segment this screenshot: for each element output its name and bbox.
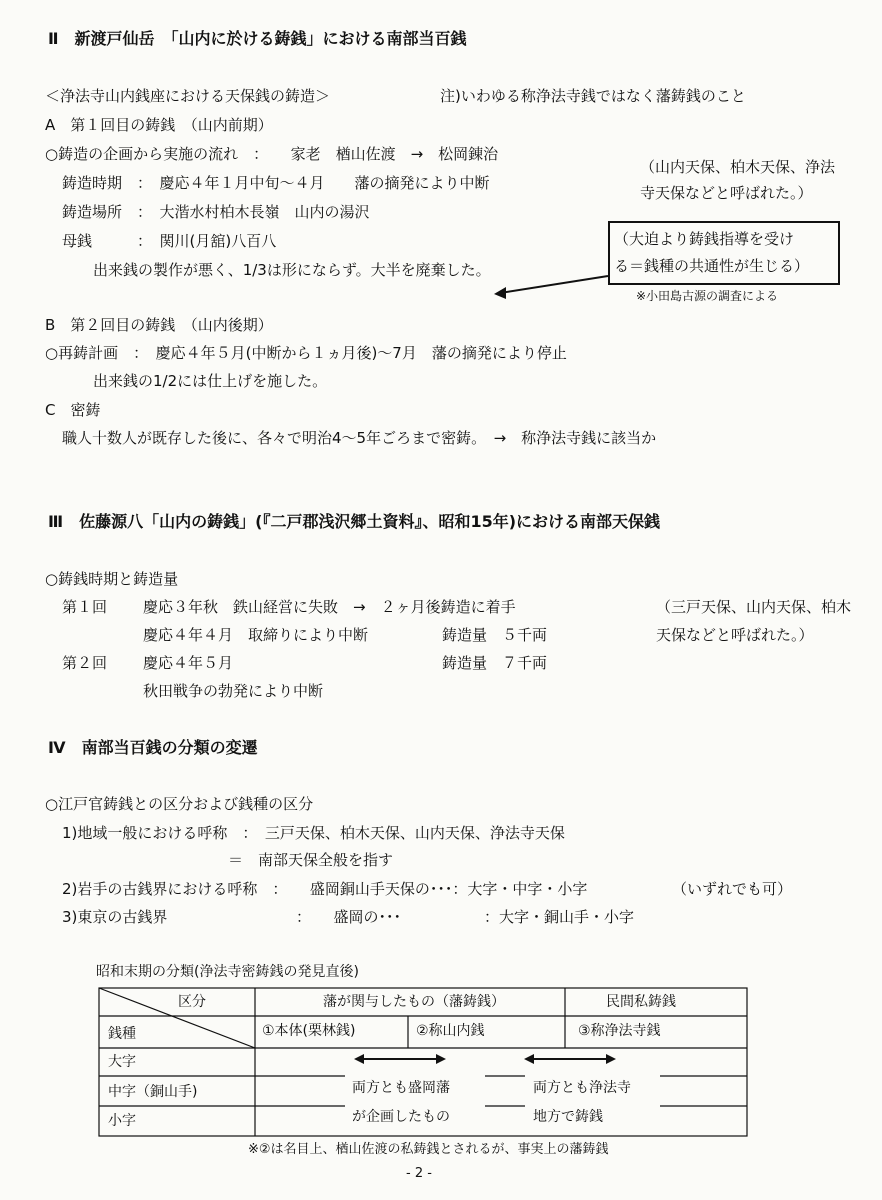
table-header-han: 藩が関与したもの（藩鋳銭）	[323, 994, 505, 1010]
section-2-c-text: 職人十数人が既存した後に、各々で明治4～5年ごろまで密鋳。 → 称浄法寺銭に該当か	[62, 429, 657, 447]
section-2-heading: Ⅱ 新渡戸仙岳 「山内に於ける鋳銭」における南部当百銭	[48, 29, 467, 48]
table-merged-han-line-2: が企画したもの	[352, 1109, 450, 1125]
section-4-subheading: ○江戸官鋳銭との区分および銭種の区分	[45, 795, 314, 813]
side-note-2-line-2: 天保などと呼ばれた。）	[656, 626, 814, 644]
table-merged-min-line-1: 両方とも浄法寺	[533, 1080, 631, 1096]
table-merged-min-line-2: 地方で鋳銭	[533, 1109, 603, 1125]
table-header-minkan: 民間私鋳銭	[606, 994, 676, 1010]
table-header-kubun: 区分	[178, 994, 206, 1010]
section-2-a-place: 鋳造場所 ： 大湝水村柏木長嶺 山内の湯沢	[62, 203, 370, 221]
round-1-label: 第１回	[62, 598, 108, 616]
section-2-a-mother: 母銭 ： 関川(月舘)八百八	[62, 232, 277, 250]
section-4-heading: Ⅳ 南部当百銭の分類の変遷	[48, 738, 258, 757]
section-2-b-title: B 第２回目の鋳銭 （山内後期）	[45, 316, 273, 334]
table-column-1: ①本体(栗林銭)	[262, 1023, 356, 1039]
section-3-subheading: ○鋳銭時期と鋳造量	[45, 570, 179, 588]
guidance-note-line-2: る＝銭種の共通性が生じる）	[614, 257, 810, 275]
guidance-note-line-1: （大迫より鋳銭指導を受け	[614, 230, 795, 248]
table-footnote: ※②は名目上、楢山佐渡の私鋳銭とされるが、事実上の藩鋳銭	[248, 1142, 609, 1157]
round-1-stop: 慶応４年４月 取締りにより中断	[143, 626, 369, 644]
side-note-1-line-2: 寺天保などと呼ばれた。）	[640, 184, 813, 202]
guidance-note-source: ※小田島古源の調査による	[636, 289, 779, 303]
section-2-c-title: C 密鋳	[45, 401, 101, 419]
table-header-senshu: 銭種	[108, 1026, 136, 1042]
section-2-a-result: 出来銭の製作が悪く、1/3は形にならず。大半を廃棄した。	[93, 261, 491, 279]
section-3-heading: Ⅲ 佐藤源八「山内の鋳銭」(『二戸郡浅沢郷土資料』、昭和15年)における南部天保銭	[48, 512, 661, 531]
round-1-amount: 鋳造量 ５千両	[442, 626, 548, 644]
table-merged-han-line-1: 両方とも盛岡藩	[352, 1080, 450, 1096]
section-2-a-period: 鋳造時期 ： 慶応４年１月中旬～４月 藩の摘発により中断	[62, 174, 490, 192]
classification-line-3-mid: ： 盛岡の･･･	[296, 908, 402, 926]
table-row-large: 大字	[108, 1054, 136, 1070]
section-2-subheading: ＜浄法寺山内銭座における天保銭の鋳造＞	[45, 87, 331, 105]
table-column-3: ③称浄法寺銭	[578, 1023, 661, 1039]
side-note-1-line-1: （山内天保、柏木天保、浄法	[640, 158, 836, 176]
classification-line-1b: ＝ 南部天保全般を指す	[228, 851, 394, 869]
section-2-b-plan: ○再鋳計画 ： 慶応４年５月(中断から１ヵ月後)～7月 藩の摘発により停止	[45, 344, 567, 362]
classification-line-2-note: （いずれでも可）	[672, 880, 793, 898]
classification-line-3-label: 3)東京の古銭界	[62, 908, 168, 926]
section-2-a-title: A 第１回目の鋳銭 （山内前期）	[45, 116, 273, 134]
table-row-medium: 中字（銅山手)	[108, 1084, 198, 1100]
table-row-small: 小字	[108, 1113, 136, 1129]
page-number: - 2 -	[406, 1166, 432, 1181]
table-column-2: ②称山内銭	[416, 1023, 485, 1039]
table-caption: 昭和末期の分類(浄法寺密鋳銭の発見直後)	[96, 964, 359, 980]
round-2-amount: 鋳造量 ７千両	[442, 654, 548, 672]
section-2-note: 注)いわゆる称浄法寺銭ではなく藩鋳銭のこと	[440, 87, 746, 105]
side-note-2-line-1: （三戸天保、山内天保、柏木	[656, 598, 852, 616]
round-1-start: 慶応３年秋 鉄山経営に失敗 → ２ヶ月後鋳造に着手	[143, 598, 516, 616]
classification-line-2: 2)岩手の古銭界における呼称 ： 盛岡銅山手天保の･･･：大字・中字・小字	[62, 880, 588, 898]
classification-line-1: 1)地域一般における呼称 ： 三戸天保、柏木天保、山内天保、浄法寺天保	[62, 824, 565, 842]
section-2-b-result: 出来銭の1/2には仕上げを施した。	[93, 372, 328, 390]
round-2-stop: 秋田戦争の勃発により中断	[143, 682, 324, 700]
classification-line-3-types: ：大字・銅山手・小字	[484, 908, 635, 926]
round-2-start: 慶応４年５月	[143, 654, 234, 672]
round-2-label: 第２回	[62, 654, 108, 672]
section-2-a-flow: ○鋳造の企画から実施の流れ ： 家老 楢山佐渡 → 松岡錬治	[45, 145, 499, 163]
